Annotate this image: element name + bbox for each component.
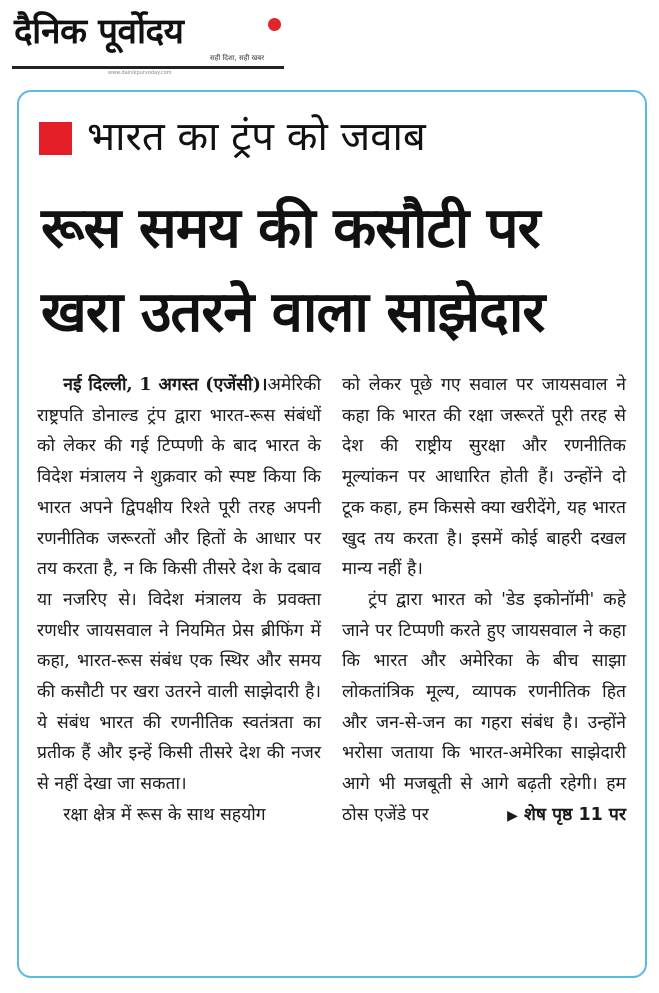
headline-line-2: खरा उतरने वाला साझेदार — [41, 280, 545, 345]
masthead-dot-logo — [268, 18, 281, 31]
continued-text: शेष पृष्ठ 11 पर — [524, 804, 626, 825]
masthead-rule — [12, 66, 284, 69]
left-paragraph-2: रक्षा क्षेत्र में रूस के साथ सहयोग — [63, 804, 266, 825]
article-box — [17, 90, 647, 978]
masthead — [12, 6, 284, 76]
article-column-left — [37, 370, 321, 831]
right-paragraph-1: को लेकर पूछे गए सवाल पर जायसवाल ने कहा कि भारत की रक्षा जरूरतें पूरी तरह से देश की राष्ट्रीय सुरक्षा और रणनीतिक मूल्यांकन पर आधारित होती हैं। उन्होंने दो टूक कहा, हम किससे क्या खरीदेंगे, यह भारत खुद तय करता है। इसमें कोई बाहरी दखल मान्य नहीं है। — [342, 375, 626, 580]
article-column-right — [342, 370, 626, 832]
masthead-title: दैनिक पूर्वोदय — [14, 12, 184, 52]
kicker-square-icon — [39, 122, 72, 155]
left-paragraph — [37, 370, 321, 800]
play-arrow-icon: ▶ — [507, 807, 518, 824]
right-paragraph-2: ट्रंप द्वारा भारत को 'डेड इकोनॉमी' कहे जाने पर टिप्पणी करते हुए जायसवाल ने कहा कि भारत और अमेरिका के बीच साझा लोकतांत्रिक मूल्य, व्यापक रणनीतिक हित और जन-से-जन का गहरा संबंध है। उन्होंने भरोसा जताया कि भारत-अमेरिका साझेदारी आगे भी मजबूती से आगे बढ़ती रहेगी। हम ठोस एजेंडे पर — [342, 589, 626, 825]
kicker-text: भारत का ट्रंप को जवाब — [87, 114, 426, 160]
dateline: नई दिल्ली, 1 अगस्त (एजेंसी)। — [63, 375, 268, 395]
left-paragraph-text: अमेरिकी राष्ट्रपति डोनाल्ड ट्रंप द्वारा भारत-रूस संबंधों को लेकर की गई टिप्पणी के बाद भारत के विदेश मंत्रालय ने शुक्रवार को स्पष्ट किया कि भारत अपने द्विपक्षीय रिश्ते पूरी तरह अपनी रणनीतिक जरूरतों और हितों के आधार पर तय करता है, न कि किसी तीसरे देश के दबाव या नजरिए से। विदेश मंत्रालय के प्रवक्ता रणधीर जायसवाल ने नियमित प्रेस ब्रीफिंग में कहा, भारत-रूस संबंध एक स्थिर और समय की कसौटी पर खरा उतरने वाली साझेदारी है। ये संबंध भारत की रणनीतिक स्वतंत्रता का प्रतीक हैं और इन्हें किसी तीसरे देश की नजर से नहीं देखा जा सकता। — [37, 375, 321, 795]
masthead-subline: www.dainikpurvoday.com — [108, 70, 172, 76]
headline-line-1: रूस समय की कसौटी पर — [41, 196, 540, 261]
masthead-tagline: सही दिशा, सही खबर — [210, 54, 265, 62]
